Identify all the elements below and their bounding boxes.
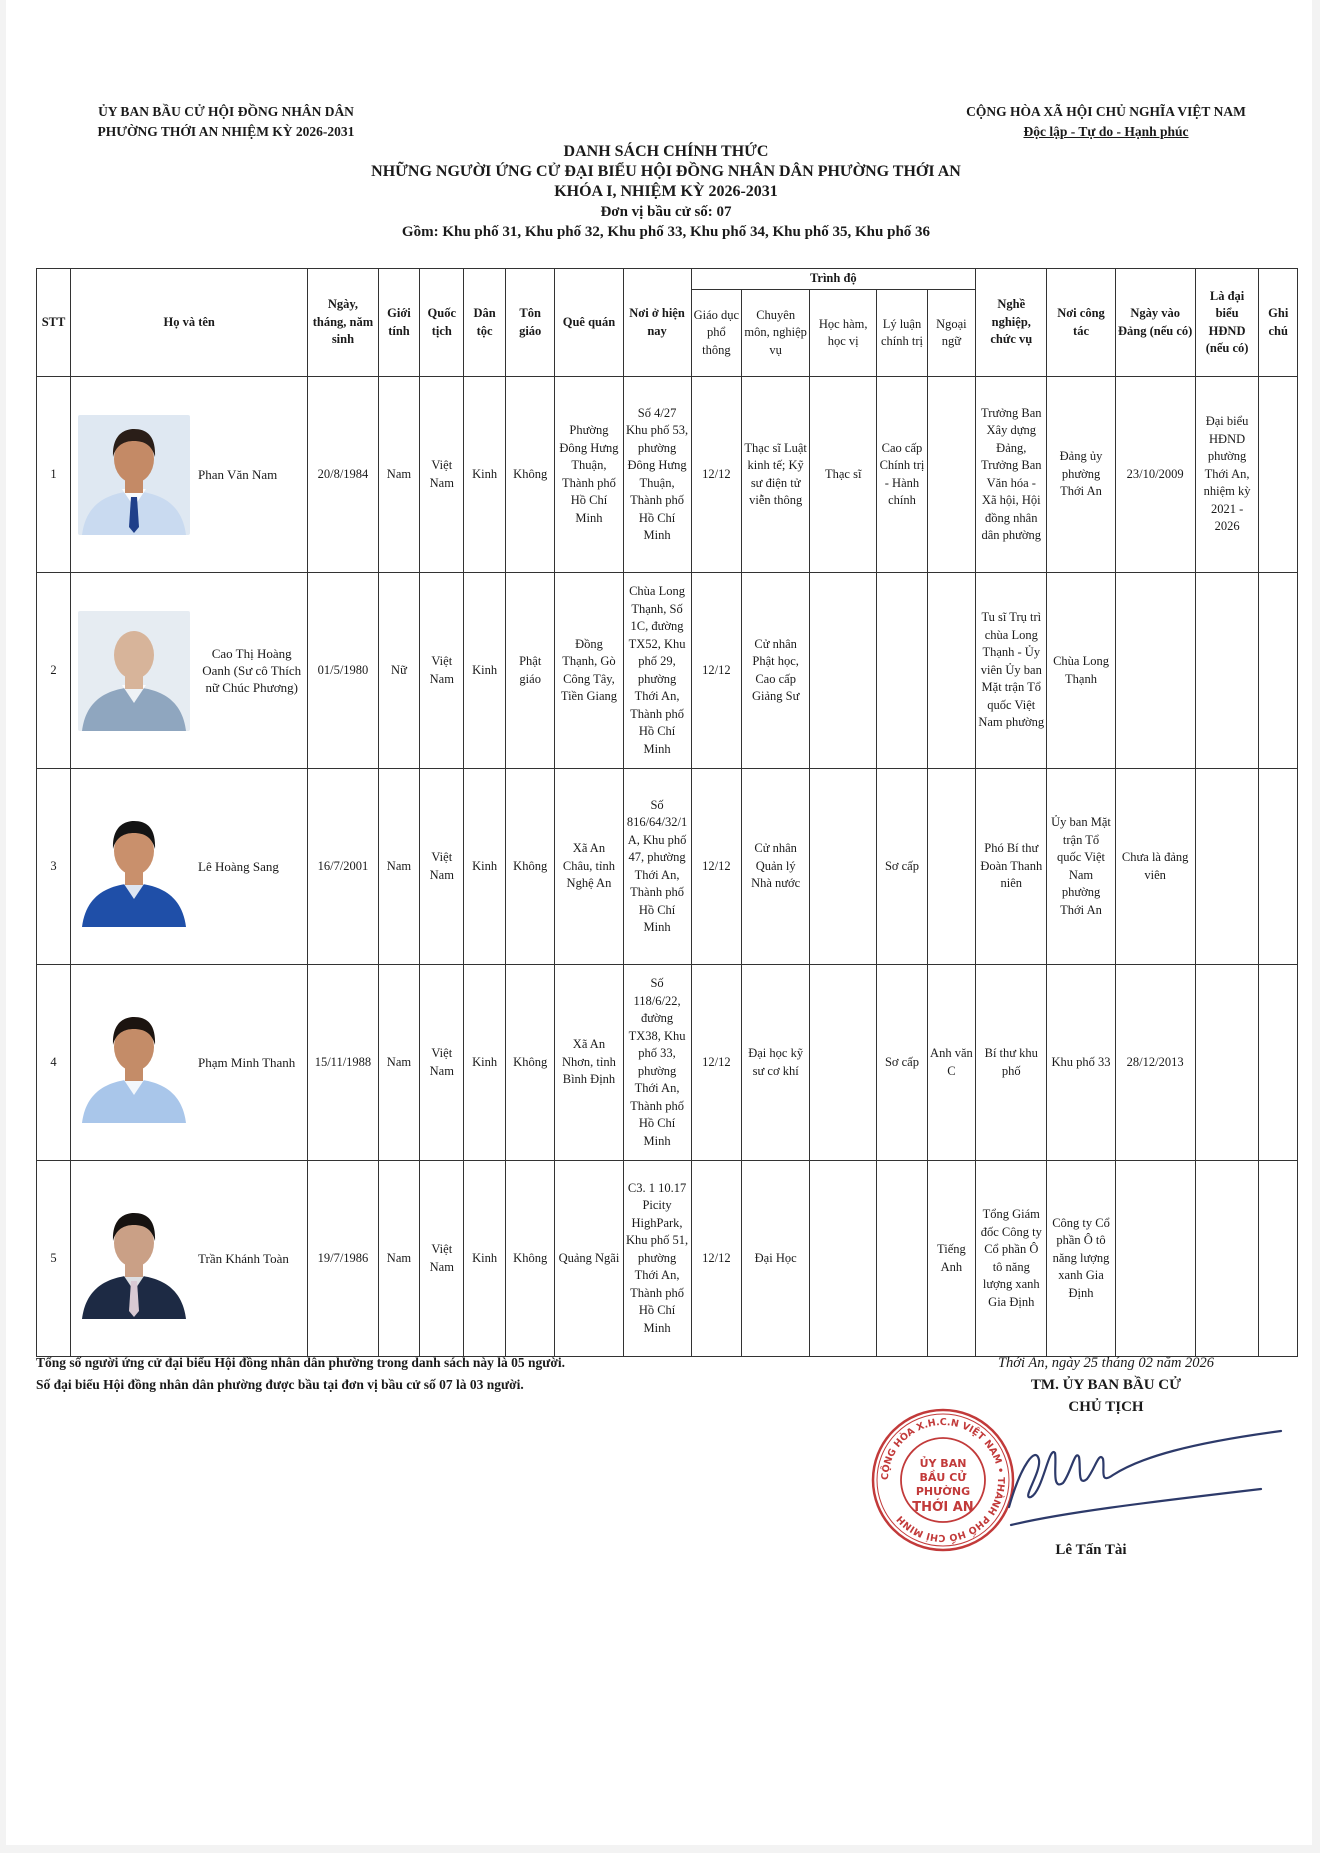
national-header: [946, 102, 1266, 142]
cell-note: [1259, 769, 1298, 965]
cell-gender: Nam: [378, 769, 420, 965]
cell-nationality: Việt Nam: [420, 769, 464, 965]
table-row: [37, 377, 1298, 573]
cell-ethnicity: Kinh: [464, 1161, 506, 1357]
national-name: CỘNG HÒA XÃ HỘI CHỦ NGHĨA VIỆT NAM: [966, 104, 1246, 119]
cell-general-edu: 12/12: [691, 769, 742, 965]
electoral-areas: Gồm: Khu phố 31, Khu phố 32, Khu phố 33, Khu phố 34, Khu phố 35, Khu phố 36: [401, 224, 931, 240]
cell-religion: Phật giáo: [505, 573, 554, 769]
title-line-2: NHỮNG NGƯỜI ỨNG CỬ ĐẠI BIỂU HỘI ĐỒNG NHÂN DÂN PHƯỜNG THỚI AN: [371, 163, 961, 180]
cell-workplace: Khu phố 33: [1047, 965, 1115, 1161]
cell-language: [927, 573, 975, 769]
cell-hometown: Xã An Châu, tỉnh Nghệ An: [555, 769, 623, 965]
cell-hometown: Đồng Thạnh, Gò Công Tây, Tiền Giang: [555, 573, 623, 769]
title-line-1: DANH SÁCH CHÍNH THỨC: [563, 143, 769, 160]
cell-hometown: Phường Đông Hưng Thuận, Thành phố Hồ Chí Minh: [555, 377, 623, 573]
cell-note: [1259, 1161, 1298, 1357]
cell-degree: [810, 965, 877, 1161]
cell-specialty: Đại học kỹ sư cơ khí: [742, 965, 810, 1161]
header-language: Ngoại ngữ: [927, 290, 975, 377]
cell-religion: Không: [505, 377, 554, 573]
cell-delegate: [1195, 1161, 1259, 1357]
header-hometown: Quê quán: [555, 269, 623, 377]
cell-dob: 01/5/1980: [308, 573, 378, 769]
cell-residence: C3. 1 10.17 Picity HighPark, Khu phố 51, phường Thới An, Thành phố Hồ Chí Minh: [623, 1161, 691, 1357]
cell-degree: Thạc sĩ: [810, 377, 877, 573]
header-stt: STT: [37, 269, 71, 377]
avatar: [78, 415, 190, 535]
cell-nationality: Việt Nam: [420, 1161, 464, 1357]
cell-delegate: [1195, 965, 1259, 1161]
avatar: [78, 1003, 190, 1123]
cell-occupation: Trưởng Ban Xây dựng Đảng, Trưởng Ban Văn hóa - Xã hội, Hội đồng nhân dân phường: [976, 377, 1047, 573]
cell-party-date: [1115, 1161, 1195, 1357]
cell-occupation: Tổng Giám đốc Công ty Cổ phần Ô tô năng lượng xanh Gia Định: [976, 1161, 1047, 1357]
cell-workplace: Chùa Long Thạnh: [1047, 573, 1115, 769]
cell-stt: 1: [37, 377, 71, 573]
cell-residence: Số 4/27 Khu phố 53, phường Đông Hưng Thuận, Thành phố Hồ Chí Minh: [623, 377, 691, 573]
cell-dob: 20/8/1984: [308, 377, 378, 573]
document-page: [6, 0, 1312, 1845]
candidate-table: [36, 268, 1298, 1357]
cell-religion: Không: [505, 965, 554, 1161]
avatar: [78, 1199, 190, 1319]
cell-name: [71, 965, 308, 1161]
cell-political: [877, 573, 928, 769]
cell-language: [927, 769, 975, 965]
cell-political: [877, 1161, 928, 1357]
cell-name: [71, 769, 308, 965]
seal-center-line: ỦY BAN: [919, 1457, 967, 1470]
cell-occupation: Bí thư khu phố: [976, 965, 1047, 1161]
seal-center-line: BẦU CỬ: [919, 1471, 967, 1484]
cell-residence: Số 118/6/22, đường TX38, Khu phố 33, phường Thới An, Thành phố Hồ Chí Minh: [623, 965, 691, 1161]
cell-specialty: Đại Học: [742, 1161, 810, 1357]
cell-specialty: Thạc sĩ Luật kinh tế; Kỹ sư điện tử viễn thông: [742, 377, 810, 573]
cell-political: Sơ cấp: [877, 769, 928, 965]
table-row: [37, 965, 1298, 1161]
signer-name: Lê Tấn Tài: [1055, 1542, 1127, 1558]
header-note: Ghi chú: [1259, 269, 1298, 377]
avatar: [78, 807, 190, 927]
cell-political: Cao cấp Chính trị - Hành chính: [877, 377, 928, 573]
cell-workplace: Đảng ủy phường Thới An: [1047, 377, 1115, 573]
table-row: [37, 769, 1298, 965]
cell-ethnicity: Kinh: [464, 573, 506, 769]
cell-language: Tiếng Anh: [927, 1161, 975, 1357]
cell-note: [1259, 965, 1298, 1161]
header-name: Họ và tên: [71, 269, 308, 377]
header-political: Lý luận chính trị: [877, 290, 928, 377]
cell-party-date: [1115, 573, 1195, 769]
title-line-3: KHÓA I, NHIỆM KỲ 2026-2031: [554, 183, 778, 200]
table-row: [37, 1161, 1298, 1357]
cell-dob: 15/11/1988: [308, 965, 378, 1161]
header-party-date: Ngày vào Đảng (nếu có): [1115, 269, 1195, 377]
national-motto: Độc lập - Tự do - Hạnh phúc: [1023, 124, 1189, 139]
sign-role: CHỦ TỊCH: [1068, 1399, 1144, 1415]
cell-general-edu: 12/12: [691, 1161, 742, 1357]
cell-delegate: Đại biểu HĐND phường Thới An, nhiệm kỳ 2021 - 2026: [1195, 377, 1259, 573]
cell-language: [927, 377, 975, 573]
header-nationality: Quốc tịch: [420, 269, 464, 377]
cell-party-date: 23/10/2009: [1115, 377, 1195, 573]
candidate-photo-2: [78, 611, 190, 731]
header-general-edu: Giáo dục phổ thông: [691, 290, 742, 377]
candidate-name: Phạm Minh Thanh: [198, 1055, 296, 1070]
cell-ethnicity: Kinh: [464, 965, 506, 1161]
cell-nationality: Việt Nam: [420, 377, 464, 573]
avatar: [78, 611, 190, 731]
seal-ring-text: CỘNG HÒA X.H.C.N VIỆT NAM • THÀNH PHỐ HỒ CHÍ MINH: [879, 1416, 1007, 1544]
candidate-name: Trần Khánh Toàn: [198, 1251, 289, 1266]
cell-hometown: Quảng Ngãi: [555, 1161, 623, 1357]
candidate-photo-3: [78, 807, 190, 927]
cell-workplace: Công ty Cổ phần Ô tô năng lượng xanh Gia Định: [1047, 1161, 1115, 1357]
candidate-name: Lê Hoàng Sang: [198, 859, 279, 874]
handwritten-signature-icon: [991, 1405, 1291, 1555]
document-title: [286, 142, 1046, 242]
cell-specialty: Cử nhân Quản lý Nhà nước: [742, 769, 810, 965]
cell-general-edu: 12/12: [691, 573, 742, 769]
cell-general-edu: 12/12: [691, 965, 742, 1161]
issuer-line-2: PHƯỜNG THỚI AN NHIỆM KỲ 2026-2031: [97, 124, 355, 139]
electoral-unit: Đơn vị bầu cử số: 07: [600, 204, 732, 220]
candidate-name: Cao Thị Hoàng Oanh (Sư cô Thích nữ Chúc Phương): [202, 646, 302, 695]
cell-gender: Nam: [378, 377, 420, 573]
cell-note: [1259, 573, 1298, 769]
header-degree: Học hàm, học vị: [810, 290, 877, 377]
header-residence: Nơi ở hiện nay: [623, 269, 691, 377]
cell-dob: 16/7/2001: [308, 769, 378, 965]
seal-center-line: PHƯỜNG: [915, 1485, 971, 1498]
cell-stt: 2: [37, 573, 71, 769]
header-gender: Giới tính: [378, 269, 420, 377]
cell-delegate: [1195, 573, 1259, 769]
header-workplace: Nơi công tác: [1047, 269, 1115, 377]
cell-nationality: Việt Nam: [420, 573, 464, 769]
header-ethnicity: Dân tộc: [464, 269, 506, 377]
seal-center-line: THỚI AN: [912, 1500, 974, 1515]
cell-occupation: Phó Bí thư Đoàn Thanh niên: [976, 769, 1047, 965]
cell-party-date: Chưa là đảng viên: [1115, 769, 1195, 965]
cell-nationality: Việt Nam: [420, 965, 464, 1161]
header-religion: Tôn giáo: [505, 269, 554, 377]
total-candidates-line: Tổng số người ứng cử đại biểu Hội đồng nhân dân phường trong danh sách này là 05 người.: [36, 1355, 565, 1370]
cell-political: Sơ cấp: [877, 965, 928, 1161]
header-dob: Ngày, tháng, năm sinh: [308, 269, 378, 377]
cell-delegate: [1195, 769, 1259, 965]
sign-org: TM. ỦY BAN BẦU CỬ: [1030, 1377, 1182, 1393]
cell-ethnicity: Kinh: [464, 769, 506, 965]
cell-residence: Số 816/64/32/1A, Khu phố 47, phường Thới An, Thành phố Hồ Chí Minh: [623, 769, 691, 965]
header-occupation: Nghề nghiệp, chức vụ: [976, 269, 1047, 377]
header-specialty: Chuyên môn, nghiệp vụ: [742, 290, 810, 377]
cell-specialty: Cử nhân Phật học, Cao cấp Giảng Sư: [742, 573, 810, 769]
cell-religion: Không: [505, 769, 554, 965]
cell-stt: 4: [37, 965, 71, 1161]
summary-notes: [36, 1352, 736, 1396]
cell-dob: 19/7/1986: [308, 1161, 378, 1357]
candidate-photo-1: [78, 415, 190, 535]
cell-stt: 5: [37, 1161, 71, 1357]
header-education-group: Trình độ: [691, 269, 975, 290]
cell-occupation: Tu sĩ Trụ trì chùa Long Thạnh - Ủy viên Ủy ban Mặt trận Tổ quốc Việt Nam phường: [976, 573, 1047, 769]
candidate-photo-4: [78, 1003, 190, 1123]
candidate-name: Phan Văn Nam: [198, 467, 278, 482]
cell-name: [71, 573, 308, 769]
table-row: [37, 573, 1298, 769]
cell-note: [1259, 377, 1298, 573]
cell-gender: Nữ: [378, 573, 420, 769]
cell-language: Anh văn C: [927, 965, 975, 1161]
issuer-line-1: ỦY BAN BẦU CỬ HỘI ĐỒNG NHÂN DÂN: [98, 104, 354, 119]
cell-workplace: Ủy ban Mặt trận Tổ quốc Việt Nam phường Thới An: [1047, 769, 1115, 965]
cell-name: [71, 1161, 308, 1357]
cell-gender: Nam: [378, 965, 420, 1161]
cell-hometown: Xã An Nhơn, tỉnh Bình Định: [555, 965, 623, 1161]
issuer-header: [76, 102, 376, 142]
cell-religion: Không: [505, 1161, 554, 1357]
cell-stt: 3: [37, 769, 71, 965]
cell-gender: Nam: [378, 1161, 420, 1357]
cell-degree: [810, 769, 877, 965]
cell-party-date: 28/12/2013: [1115, 965, 1195, 1161]
cell-general-edu: 12/12: [691, 377, 742, 573]
candidate-photo-5: [78, 1199, 190, 1319]
header-delegate: Là đại biểu HĐND (nếu có): [1195, 269, 1259, 377]
elected-count-line: Số đại biểu Hội đồng nhân dân phường được bầu tại đơn vị bầu cử số 07 là 03 người.: [36, 1377, 524, 1392]
cell-ethnicity: Kinh: [464, 377, 506, 573]
cell-degree: [810, 1161, 877, 1357]
sign-date: Thới An, ngày 25 tháng 02 năm 2026: [997, 1355, 1215, 1371]
cell-degree: [810, 573, 877, 769]
cell-name: [71, 377, 308, 573]
cell-residence: Chùa Long Thạnh, Số 1C, đường TX52, Khu phố 29, phường Thới An, Thành phố Hồ Chí Minh: [623, 573, 691, 769]
